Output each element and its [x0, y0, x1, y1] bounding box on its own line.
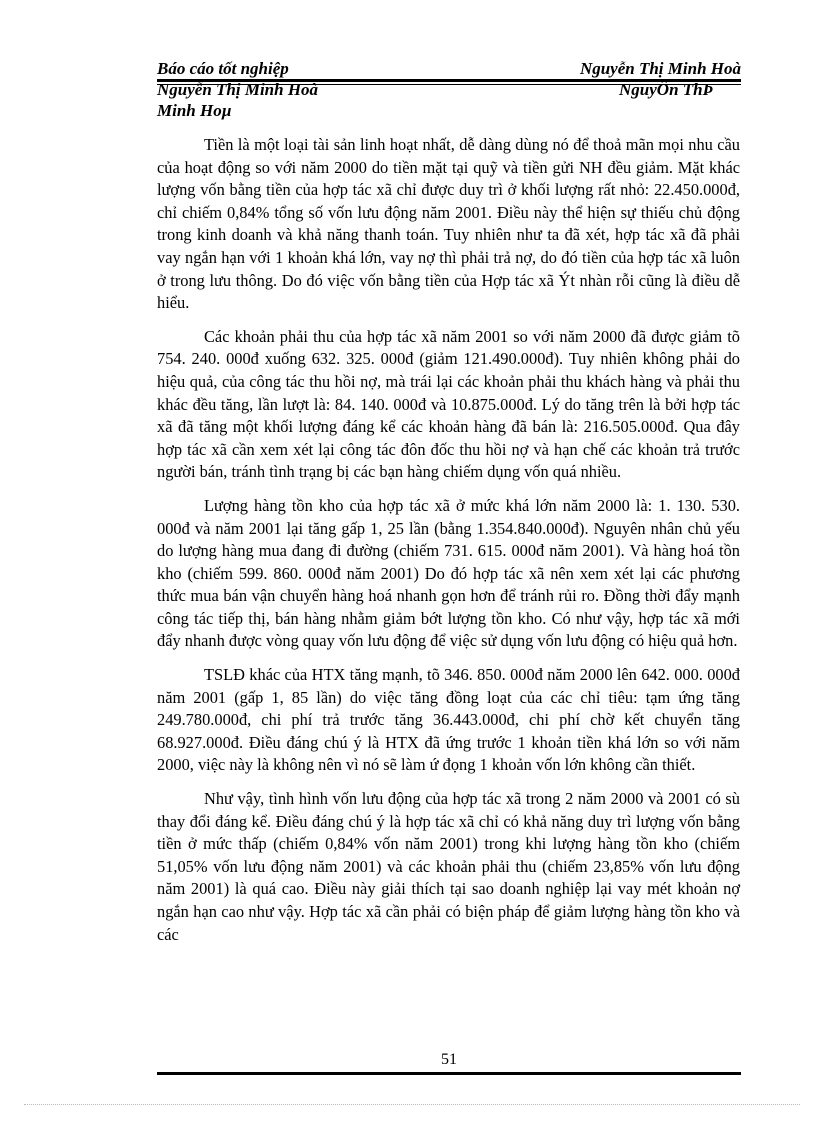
- overlap-author-left: Nguyễn Thị Minh Hoà: [157, 80, 319, 99]
- page-number: 51: [441, 1051, 457, 1068]
- footer-rule: [157, 1072, 741, 1075]
- page-break-divider: [24, 1104, 800, 1105]
- paragraph-receivables: Các khoản phải thu của hợp tác xã năm 2001 so với năm 2000 đã được giảm tõ 754. 240. 000đ xuống 632. 325. 000đ (giảm 121.490.000đ). Tuy nhiên không phải do hiệu quả, của công tác thu hồi nợ, mà trái lại các khoản phải thu khách hàng và phải thu khác đều tăng, lần lượt là: 84. 140. 000đ và 10.875.000đ. Lý do tăng trên là bởi hợp tác xã đã tăng một khối lượng đáng kể các khoản hàng đã bán là: 216.505.000đ. Qua đây hợp tác xã cần xem xét lại công tác đôn đốc thu hồi nợ và hạn chế các khoản trả trước người bán, tránh tình trạng bị các bạn hàng chiếm dụng vốn quá nhiều.: [157, 326, 740, 482]
- report-title: Báo cáo tốt nghiệp: [157, 59, 289, 78]
- body-text: [157, 134, 740, 957]
- paragraph-summary: Như vậy, tình hình vốn lưu động của hợp tác xã trong 2 năm 2000 và 2001 có sù thay đổi đáng kể. Điều đáng chú ý là hợp tác xã chỉ có khả năng duy trì lượng vốn bằng tiền ở mức thấp (chiếm 0,84% vốn năm 2001) trong khi lượng hàng tồn kho (chiếm 51,05% vốn lưu động năm 2001) và các khoản phải thu (chiếm 23,85% vốn lưu động năm 2001) là quá cao. Điều này giải thích tại sao doanh nghiệp lại vay mét khoản nợ ngắn hạn cao như vậy. Hợp tác xã cần phải có biện pháp để giảm lượng hàng tồn kho và các: [157, 789, 740, 944]
- paragraph-other-current-assets: TSLĐ khác của HTX tăng mạnh, tõ 346. 850. 000đ năm 2000 lên 642. 000. 000đ năm 2001 (gấp 1, 85 lần) do việc tăng đồng loạt của các chỉ tiêu: tạm ứng tăng 249.780.000đ, chi phí trả trước tăng 36.443.000đ, chi phí chờ kết chuyển tăng 68.927.000đ. Điều đáng chú ý là HTX đã ứng trước 1 khoản tiền khá lớn so với năm 2000, việc này là không nên vì nó sẽ làm ứ đọng 1 khoản vốn lớn không cần thiết.: [157, 665, 740, 775]
- paragraph-cash: Tiền là một loại tài sản linh hoạt nhất, dễ dàng dùng nó để thoả mãn mọi nhu cầu của hoạt động so với năm 2000 do tiền mặt tại quỹ và tiền gửi NH đều giảm. Mặt khác lượng vốn bằng tiền của hợp tác xã chỉ được duy trì ở khối lượng rất nhỏ: 22.450.000đ, chỉ chiếm 0,84% tổng số vốn lưu động năm 2001. Điều này thể hiện sự thiếu chủ động trong kinh doanh và khả năng thanh toán. Tuy nhiên như ta đã xét, hợp tác xã đã phải vay ngắn hạn với 1 khoản khá lớn, vay nợ thì phải trả nợ, do đó tiền của hợp tác xã luôn ở trong lưu thông. Do đó việc vốn bằng tiền của Hợp tác xã Ýt nhàn rỗi cũng là điều dễ hiểu.: [157, 135, 740, 313]
- overlap-continuation-text: Minh Hoµ: [157, 101, 232, 120]
- paragraph-inventory: Lượng hàng tồn kho của hợp tác xã ở mức khá lớn năm 2000 là: 1. 130. 530. 000đ và năm 2001 lại tăng gấp 1, 25 lần (bằng 1.354.840.000đ). Nguyên nhân chủ yếu do lượng hàng mua đang đi đường (chiếm 731. 615. 000đ năm 2001). Và hàng hoá tồn kho (chiếm 599. 860. 000đ năm 2001) Do đó hợp tác xã nên xem xét lại các phương thức mua bán vận chuyển hàng hoá nhanh gọn hơn để tránh rủi ro. Đồng thời đẩy mạnh công tác tiếp thị, bán hàng nhằm giảm bớt lượng tồn kho. Có như vậy, hợp tác xã mới đẩy nhanh được vòng quay vốn lưu động để việc sử dụng vốn lưu động có hiệu quả hơn.: [157, 495, 740, 651]
- author-name: Nguyễn Thị Minh Hoà: [579, 59, 741, 78]
- overlap-author-right: NguyÔn ThÞ: [619, 80, 713, 99]
